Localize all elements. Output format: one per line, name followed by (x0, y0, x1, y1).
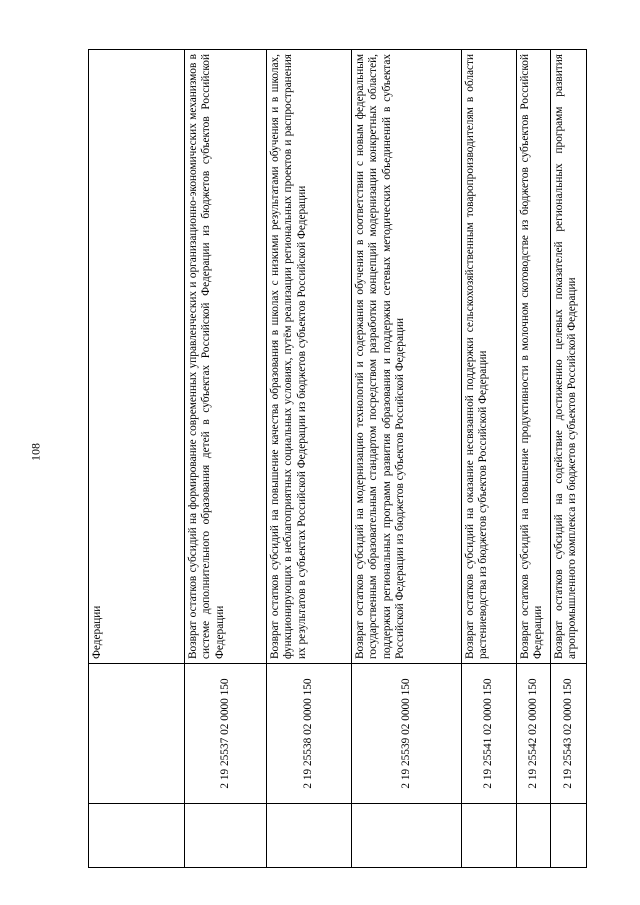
budget-code: 2 19 25541 02 0000 150 (482, 678, 495, 789)
empty-cell (462, 804, 517, 868)
empty-cell (185, 804, 267, 868)
page-number-text: 108 (28, 443, 43, 461)
empty-cell (551, 804, 587, 868)
table-row (462, 50, 517, 868)
empty-cell (89, 804, 185, 868)
desc-cell (462, 50, 517, 664)
budget-codes-table (88, 50, 586, 868)
code-cell (551, 664, 587, 804)
empty-cell (267, 804, 352, 868)
budget-code: 2 19 25543 02 0000 150 (561, 678, 574, 789)
table-row (185, 50, 267, 868)
table-header-row (89, 50, 185, 868)
desc-cell (517, 50, 551, 664)
desc-cell (185, 50, 267, 664)
empty-cell (89, 664, 185, 804)
table-row (551, 50, 587, 868)
desc-cell (551, 50, 587, 664)
code-cell (185, 664, 267, 804)
table-row (517, 50, 551, 868)
budget-code: 2 19 25542 02 0000 150 (526, 678, 539, 789)
empty-cell (352, 804, 462, 868)
budget-code: 2 19 25537 02 0000 150 (218, 678, 231, 789)
budget-code: 2 19 25539 02 0000 150 (399, 678, 412, 789)
budget-code: 2 19 25538 02 0000 150 (302, 678, 315, 789)
code-cell (352, 664, 462, 804)
budget-description: Возврат остатков субсидий на модернизацию технологий и содержания обучения в соответствии с новым федеральным государственным образовательным стандартом посредством разработки концепций модернизации конкретных областей, поддержки региональных программ развития образования и поддержки сетевых методических объединений в субъектах Российской Федерации из бюджетов субъектов Российской Федерации (354, 54, 407, 659)
code-cell (267, 664, 352, 804)
table (88, 49, 587, 868)
header-desc-cell (89, 50, 185, 664)
code-cell (462, 664, 517, 804)
table-row (352, 50, 462, 868)
budget-description: Возврат остатков субсидий на оказание несвязанной поддержки сельскохозяйственным товаропроизводителям в области растениеводства из бюджетов субъектов Российской Федерации (464, 54, 490, 659)
empty-cell (517, 804, 551, 868)
budget-description: Возврат остатков субсидий на содействие достижению целевых показателей региональных программ развития агропромышленного комплекса из бюджетов субъектов Российской Федерации (553, 54, 579, 659)
budget-description: Возврат остатков субсидий на формирование современных управленческих и организационно-экономических механизмов в системе дополнительного образования детей в субъектах Российской Федерации из бюджетов субъектов Российской Федерации (187, 54, 226, 659)
header-desc-text: Федерации (91, 605, 103, 659)
code-cell (517, 664, 551, 804)
budget-description: Возврат остатков субсидий на повышение качества образования в школах с низкими результатами обучения и в школах, функционирующих в неблагоприятных социальных условиях, путём реализации региональных проектов и распространения их результатов в субъектах Российской Федерации из бюджетов субъектов Российской Федерации (269, 54, 308, 659)
desc-cell (267, 50, 352, 664)
desc-cell (352, 50, 462, 664)
budget-description: Возврат остатков субсидий на повышение продуктивности в молочном скотоводстве из бюджетов субъектов Российской Федерации (519, 54, 545, 659)
table-row (267, 50, 352, 868)
